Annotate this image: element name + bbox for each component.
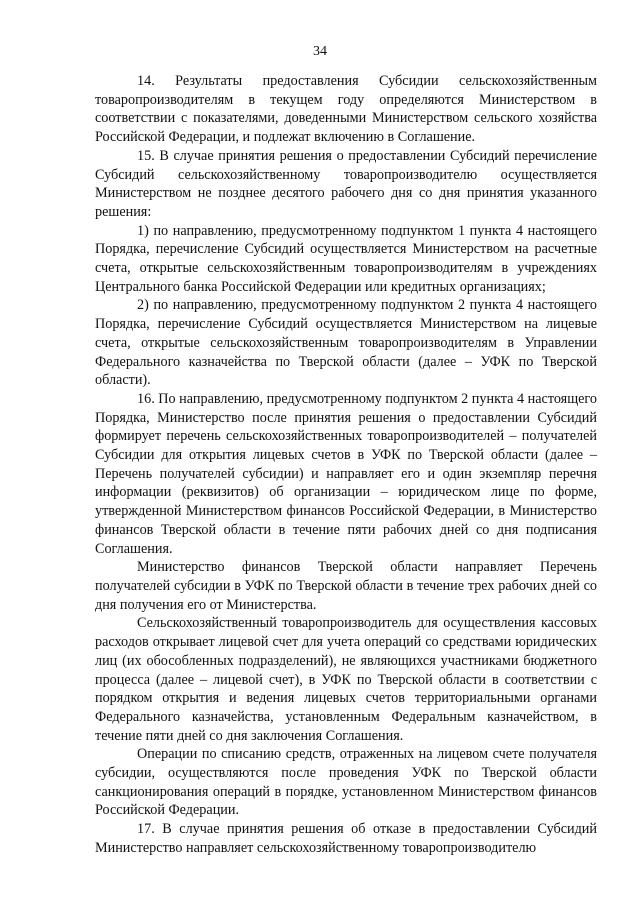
paragraph-licevoy-schet: Сельскохозяйственный товаропроизводитель для осуществления кассовых расходов открывает лицевой счет для учета операций со средствами юридических лиц (их обособленных подразделений), не являющихся участниками бюджетного процесса (далее – лицевой счет), в УФК по Тверской области в соответствии с порядком открытия и ведения лицевых счетов территориальными органами Федерального казначейства, установленным Федеральным казначейством, в течение пяти дней со дня заключения Соглашения. [95,615,597,744]
subparagraph-1: 1) по направлению, предусмотренному подпунктом 1 пункта 4 настоящего Порядка, перечисление Субсидий осуществляется Министерством на расчетные счета, открытые сельскохозяйственным товаропроизводителям в учреждениях Центрального банка Российской Федерации или кредитных организациях; [95,222,597,295]
paragraph-item-15: 15. В случае принятия решения о предоставлении Субсидий перечисление Субсидий сельскохозяйственному товаропроизводителю осуществляется Министерством не позднее десятого рабочего дня со дня принятия указанного решения: [95,147,597,220]
page-number: 34 [313,44,327,59]
paragraph-operations: Операции по списанию средств, отраженных на лицевом счете получателя субсидии, осуществляются после проведения УФК по Тверской области санкционирования операций в порядке, установленном Министерством финансов Российской Федерации. [95,746,597,819]
paragraph-item-16: 16. По направлению, предусмотренному подпунктом 2 пункта 4 настоящего Порядка, Министерство после принятия решения о предоставлении Субсидий формирует перечень сельскохозяйственных товаропроизводителей – получателей Субсидии для открытия лицевых счетов в УФК по Тверской области (далее – Перечень получателей субсидии) и направляет его и один экземпляр перечня информации (реквизитов) об организации – юридическом лице по форме, утвержденной Министерством финансов Российской Федерации, в Министерство финансов Тверской области в течение пяти рабочих дней со дня подписания Соглашения. [95,390,597,557]
paragraph-item-17: 17. В случае принятия решения об отказе в предоставлении Субсидий Министерство направляет сельскохозяйственному товаропроизводителю [95,821,597,856]
document-body [95,72,597,858]
paragraph-item-14: 14. Результаты предоставления Субсидии сельскохозяйственным товаропроизводителям в текущем году определяются Министерством в соответствии с показателями, доведенными Министерством сельского хозяйства Российской Федерации, и подлежат включению в Соглашение. [95,73,597,146]
subparagraph-2: 2) по направлению, предусмотренному подпунктом 2 пункта 4 настоящего Порядка, перечисление Субсидий осуществляется Министерством на лицевые счета, открытые сельскохозяйственным товаропроизводителям в Управлении Федерального казначейства по Тверской области (далее – УФК по Тверской области). [95,297,597,389]
paragraph-minfin-perechen: Министерство финансов Тверской области направляет Перечень получателей субсидии в УФК по Тверской области в течение трех рабочих дней со дня получения его от Министерства. [95,559,597,613]
